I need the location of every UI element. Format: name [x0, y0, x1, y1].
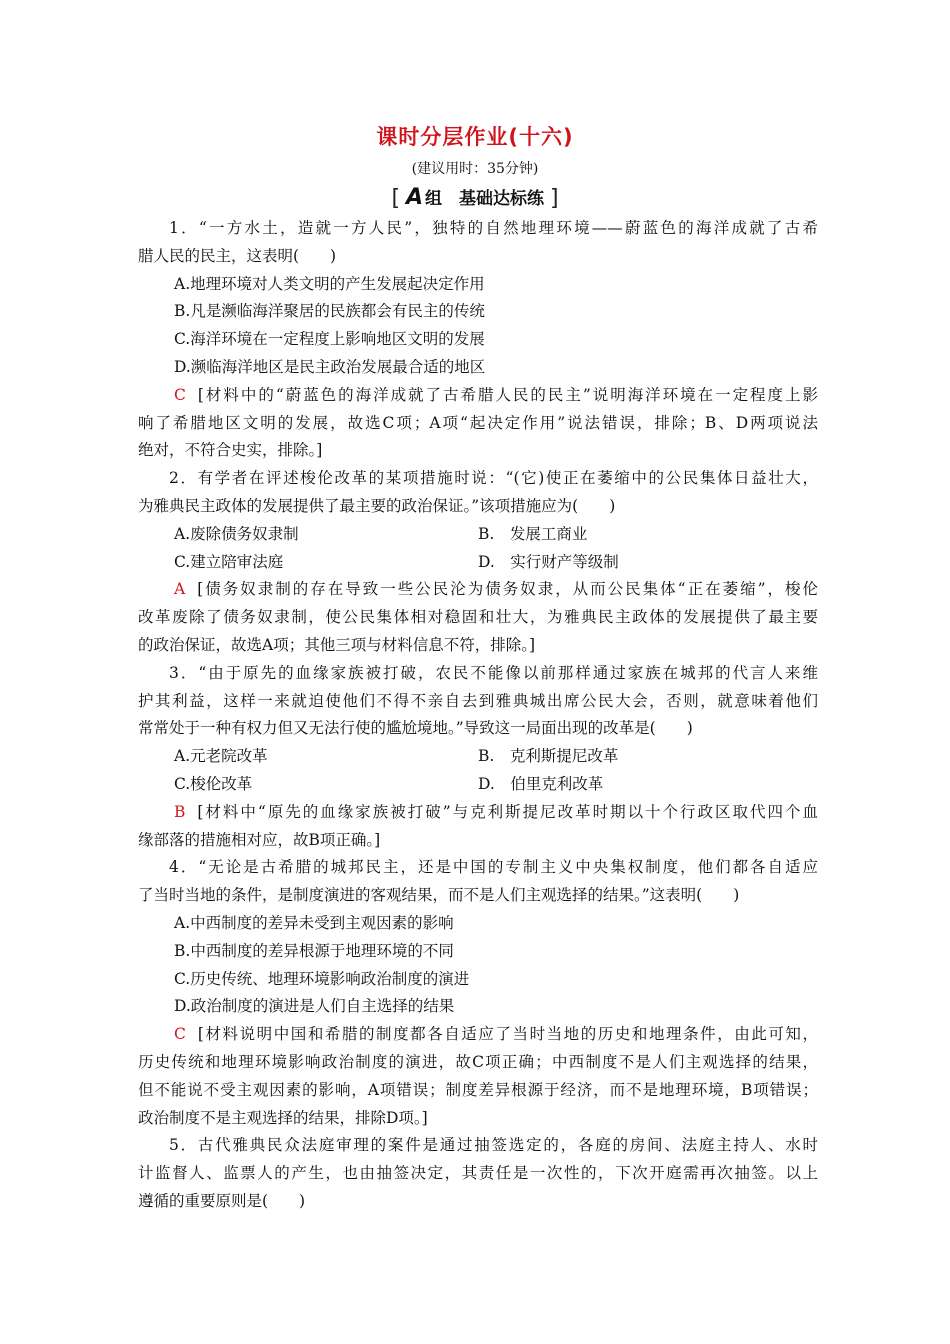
q3-options-row: [138, 743, 818, 771]
q2-answer: A: [174, 580, 186, 599]
q4-stem-line: 4．“无论是古希腊的城邦民主，还是中国的专制主义中央集权制度，他们都各自适应: [169, 858, 818, 877]
q3-stem-line: 护其利益，这样一来就迫使他们不得不亲自去到雅典城出席公民大会，否则，就意味着他们: [138, 691, 818, 710]
q2-stem-line: 2．有学者在评述梭伦改革的某项措施时说：“(它)使正在萎缩中的公民集体日益壮大，: [169, 469, 818, 488]
q4-option-a: A.中西制度的差异未受到主观因素的影响: [174, 913, 454, 932]
q4-explanation-line: C [材料说明中国和希腊的制度都各自适应了当时当地的历史和地理条件，由此可知，: [174, 1025, 818, 1044]
q3-option-d: D. 伯里克利改革: [478, 774, 604, 793]
question-list: [138, 215, 818, 1216]
q4-option-b: B.中西制度的差异根源于地理环境的不同: [174, 941, 454, 960]
q2-explanation-line: 的政治保证，故选A项；其他三项与材料信息不符，排除。]: [138, 635, 535, 654]
q1-explanation-line: 响了希腊地区文明的发展，故选C项；A项“起决定作用”说法错误，排除；B、D两项说法: [138, 413, 818, 432]
right-bracket: ]: [549, 186, 559, 211]
q5-stem-line: 遵循的重要原则是( ): [138, 1191, 306, 1210]
q1-answer: C: [174, 385, 186, 404]
q3-answer: B: [174, 802, 186, 821]
q4-option-c: C.历史传统、地理环境影响政治制度的演进: [174, 969, 470, 988]
q2-option-d: D. 实行财产等级制: [478, 552, 619, 571]
q3-stem-line: 3．“由于原先的血缘家族被打破，农民不能像以前那样通过家族在城邦的代言人来维: [169, 663, 818, 682]
left-bracket: [: [391, 186, 401, 211]
q2-explanation-line: A [债务奴隶制的存在导致一些公民沦为债务奴隶，从而公民集体“正在萎缩”，梭伦: [174, 580, 818, 599]
q1-option-c: C.海洋环境在一定程度上影响地区文明的发展: [174, 330, 485, 349]
q1-option-d: D.濒临海洋地区是民主政治发展最合适的地区: [174, 357, 486, 376]
q1-option-b: B.凡是濒临海洋聚居的民族都会有民主的传统: [174, 302, 485, 321]
group-letter: A: [405, 185, 424, 210]
q4-answer: C: [174, 1025, 186, 1044]
q3-option-c: C.梭伦改革: [174, 774, 253, 793]
q1-option-a: A.地理环境对人类文明的产生发展起决定作用: [174, 274, 485, 293]
q2-stem-line: 为雅典民主政体的发展提供了最主要的政治保证。”该项措施应为( ): [138, 496, 616, 515]
section-heading: [0, 184, 950, 211]
q2-options-row: [138, 521, 818, 549]
q1-explanation-line: C [材料中的“蔚蓝色的海洋成就了古希腊人民的民主”说明海洋环境在一定程度上影: [174, 385, 818, 404]
q2-option-c: C.建立陪审法庭: [174, 552, 284, 571]
q4-stem-line: 了当时当地的条件，是制度演进的客观结果，而不是人们主观选择的结果。”这表明( ): [138, 886, 740, 905]
page-subtitle: (建议用时：35分钟): [411, 161, 539, 177]
q1-stem-line: 1．“一方水土，造就一方人民”，独特的自然地理环境——蔚蓝色的海洋成就了古希: [169, 219, 818, 237]
q4-explanation-line: 但不能说不受主观因素的影响，A项错误；制度差异根源于经济，而不是地理环境，B项错误；: [138, 1080, 818, 1099]
q4-explanation-line: 政治制度不是主观选择的结果，排除D项。]: [138, 1108, 428, 1127]
q1-stem-line: 腊人民的民主，这表明( ): [138, 246, 337, 265]
group-label: 组 基础达标练: [425, 189, 545, 209]
q1-explanation-line: 绝对，不符合史实，排除。]: [138, 441, 323, 460]
q4-explanation-line: 历史传统和地理环境影响政治制度的演进，故C项正确；中西制度不是人们主观选择的结果，: [138, 1052, 818, 1071]
q2-option-b: B. 发展工商业: [478, 524, 588, 543]
q4-option-d: D.政治制度的演进是人们自主选择的结果: [174, 997, 455, 1016]
q2-options-row: [138, 549, 818, 577]
q3-option-b: B. 克利斯提尼改革: [478, 747, 619, 766]
q3-option-a: A.元老院改革: [174, 747, 268, 766]
page-title: 课时分层作业(十六): [376, 125, 574, 149]
q2-option-a: A.废除债务奴隶制: [174, 524, 299, 543]
q2-explanation-line: 改革废除了债务奴隶制，使公民集体相对稳固和壮大，为雅典民主政体的发展提供了最主要: [138, 608, 818, 627]
q3-explanation-line: B [材料中“原先的血缘家族被打破”与克利斯提尼改革时期以十个行政区取代四个血: [174, 802, 818, 821]
q5-stem-line: 5．古代雅典民众法庭审理的案件是通过抽签选定的，各庭的房间、法庭主持人、水时: [169, 1136, 818, 1155]
q3-stem-line: 常常处于一种有权力但又无法行使的尴尬境地。”导致这一局面出现的改革是( ): [138, 719, 693, 738]
q5-stem-line: 计监督人、监票人的产生，也由抽签决定，其责任是一次性的，下次开庭需再次抽签。以上: [138, 1164, 818, 1183]
q3-explanation-line: 缘部落的措施相对应，故B项正确。]: [138, 830, 381, 849]
q3-options-row: [138, 771, 818, 799]
